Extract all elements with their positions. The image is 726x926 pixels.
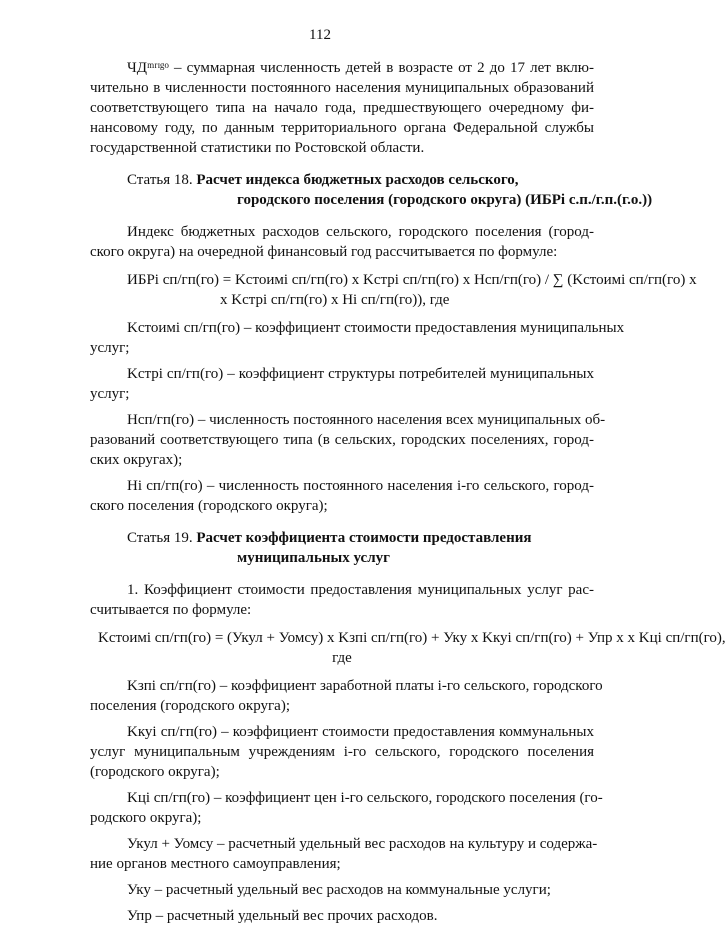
article-title: Расчет коэффициента стоимости предоставления [196,530,532,546]
text-line: (городского округа); [90,764,220,780]
definition-item [90,364,594,404]
definitions-19 [90,676,603,926]
definition-item [90,476,594,516]
text-line: ского округа) на очередной финансовый год рассчитывается по формуле: [90,244,558,260]
article-18-heading [90,170,653,210]
intro-paragraph [90,58,594,158]
definition-item [90,410,606,470]
formula-19 [90,628,726,668]
article-18-text [90,222,594,262]
text-line: Индекс бюджетных расходов сельского, городского поселения (город- [127,224,594,240]
formula-line: ИБРi сп/гп(го) = Kстоимi сп/гп(го) x Kстрi сп/гп(го) x Нсп/гп(го) / ∑ (Kстоимi сп/гп(го) x [127,272,697,288]
formula-line: x Kстрi сп/гп(го) x Нi сп/гп(го)), где [220,292,450,308]
text-line: разований соответствующего типа (в сельских, городских поселениях, город- [90,432,594,448]
text-line: ского поселения (городского округа); [90,498,328,514]
text-line: Упр – расчетный удельный вес прочих расходов. [127,908,438,924]
definition-item [90,788,603,828]
text-line: Нсп/гп(го) – численность постоянного населения всех муниципальных об- [127,412,606,428]
definition-item [90,318,625,358]
text-line: Kцi сп/гп(го) – коэффициент цен i-го сельского, городского поселения (го- [127,790,603,806]
text-line: Kкуi сп/гп(го) – коэффициент стоимости предоставления коммунальных [127,724,594,740]
page-number: 112 [309,27,331,43]
text-line: ских округах); [90,452,183,468]
text-line: Kстрi сп/гп(го) – коэффициент структуры потребителей муниципальных [127,366,594,382]
text-line: соответствующего типа на начало года, предшествующего очередному фи- [90,100,594,116]
text-line: услуг; [90,340,130,356]
text-line: Нi сп/гп(го) – численность постоянного населения i-го сельского, город- [127,478,594,494]
formula-line: где [332,650,352,666]
text-line: родского округа); [90,810,202,826]
article-19-heading [90,528,594,568]
article-title-cont: городского поселения (городского округа) (ИБРi с.п./г.п.(г.о.)) [237,192,653,208]
definition-item [90,880,594,900]
definition-item [90,906,594,926]
text-line: ЧДᵐʳᶦᵍᵒ – суммарная численность детей в возрасте от 2 до 17 лет вклю- [127,60,594,76]
text-line: Kстоимi сп/гп(го) – коэффициент стоимости предоставления муниципальных [127,320,625,336]
formula-18 [90,270,697,310]
text-line: ние органов местного самоуправления; [90,856,341,872]
article-title-cont: муниципальных услуг [237,550,390,566]
text-line: нансовому году, по данным территориального органа Федеральной службы [90,120,594,136]
text-line: Уку – расчетный удельный вес расходов на коммунальные услуги; [127,882,551,898]
text-line: поселения (городского округа); [90,698,290,714]
definition-item [90,722,594,782]
text-line: услуг; [90,386,130,402]
text-line: 1. Коэффициент стоимости предоставления муниципальных услуг рас- [127,582,594,598]
definitions-18 [90,318,625,516]
text-line: считывается по формуле: [90,602,252,618]
article-title: Расчет индекса бюджетных расходов сельского, [196,172,519,188]
text-line: чительно в численности постоянного населения муниципальных образований [90,80,594,96]
definition-item [90,834,598,874]
page-content [90,58,726,926]
article-19-text [90,580,594,620]
definition-item [90,676,603,716]
formula-line: Kстоимi сп/гп(го) = (Укул + Уомсу) x Kзпi сп/гп(го) + Уку x Kкуi сп/гп(го) + Упр x x Kцi сп/гп(го), [98,630,726,646]
text-line: услуг муниципальным учреждениям i-го сельского, городского поселения [90,744,594,760]
text-line: государственной статистики по Ростовской области. [90,140,425,156]
text-line: Укул + Уомсу – расчетный удельный вес расходов на культуру и содержа- [127,836,598,852]
article-prefix: Статья 19. [127,530,197,546]
article-prefix: Статья 18. [127,172,197,188]
text-line: Kзпi сп/гп(го) – коэффициент заработной платы i-го сельского, городского [127,678,603,694]
